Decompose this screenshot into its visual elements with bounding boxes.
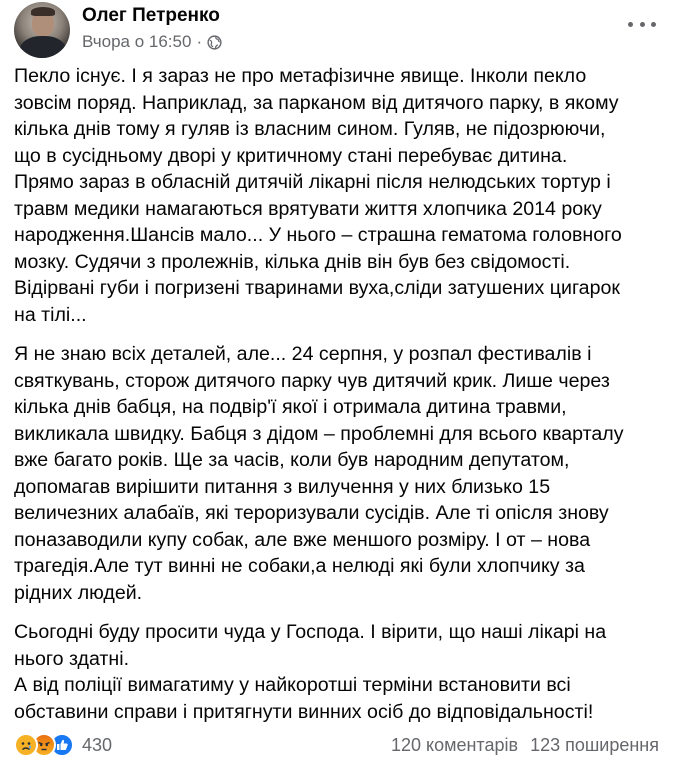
post-paragraph: Я не знаю всіх деталей, але... 24 серпня, у розпал фестивалів і святкувань, сторож дитячого парку чув дитячий крик. Лише через кілька днів бабця, на подвір'ї якої і отримала дитина травми, викликала швидку. Бабця з дідом – проблемні для всього кварталу вже багато років. Ще за часів, коли був народним депутатом, допомагав вирішити питання з вилучення у них близько 15 величезних алабаїв, які тероризували сусідів. Але ті опісля знову поназаводили купу собак, але вже меншого розміру. І от – нова трагедія.Але тут винні не собаки,а нелюді які були хлопчику за рідних людей. bbox=[14, 343, 624, 604]
post-meta bbox=[82, 32, 222, 52]
post-paragraph: Сьогодні буду просити чуда у Господа. І вірити, що наші лікарі на нього здатні. А від поліції вимагатиму у найкоротші терміни встановити всі обставини справи і притягнути винних осіб до відповідальності! bbox=[14, 621, 607, 723]
sad-reaction-icon bbox=[14, 733, 38, 757]
reaction-count[interactable]: 430 bbox=[82, 734, 113, 755]
post-text bbox=[14, 63, 659, 738]
post-footer bbox=[14, 732, 659, 758]
timestamp[interactable]: Вчора о 16:50 bbox=[82, 32, 192, 51]
comments-count[interactable]: 120 коментарів bbox=[390, 734, 519, 755]
reactions-summary[interactable] bbox=[14, 733, 112, 757]
author-name[interactable]: Олег Петренко bbox=[82, 5, 220, 26]
meta-separator: · bbox=[196, 32, 203, 51]
more-options-icon[interactable] bbox=[628, 16, 656, 32]
post-paragraph: Пекло існує. І я зараз не про метафізичне явище. Інколи пекло зовсім поряд. Наприклад, за парканом від дитячого парку, в якому кілька днів тому я гуляв із власним сином. Гуляв, не підозрюючи, що в сусідньому дворі у критичному стані перебуває дитина. Прямо зараз в обласній дитячій лікарні після нелюдських тортур і травм медики намагаються врятувати життя хлопчика 2014 року народження.Шансів мало... У нього – страшна гематома головного мозку. Судячи з пролежнів, кілька днів він був без свідомості. Відірвані губи і погризені тваринами вуха,сліди затушених цигарок на тілі... bbox=[14, 65, 622, 326]
globe-icon[interactable] bbox=[207, 35, 222, 50]
avatar[interactable] bbox=[14, 2, 70, 58]
post-header bbox=[14, 2, 664, 58]
shares-count[interactable]: 123 поширення bbox=[530, 734, 659, 755]
